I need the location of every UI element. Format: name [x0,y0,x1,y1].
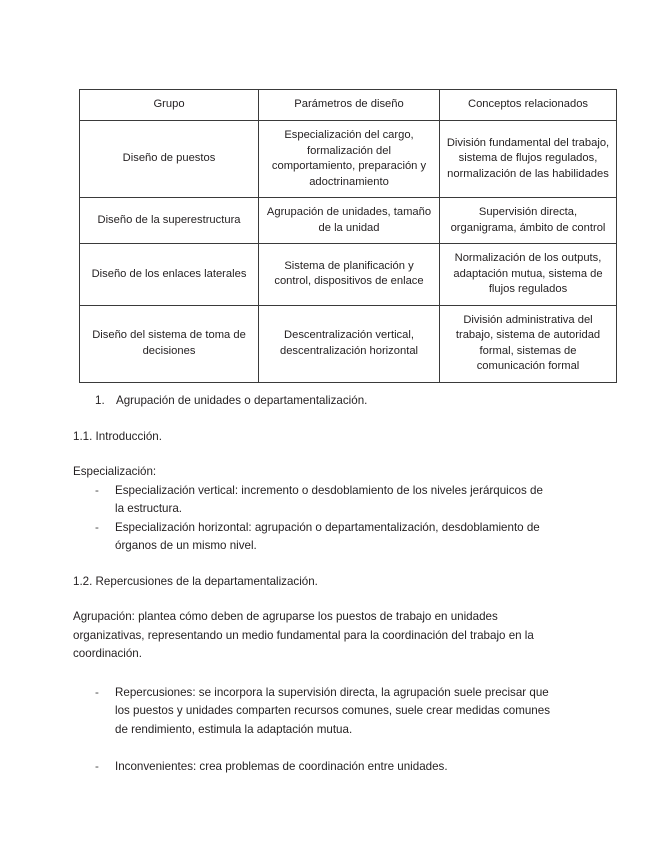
cell-grupo: Diseño de los enlaces laterales [80,244,259,306]
dash-bullet-icon: - [95,483,99,497]
list-item-text: Especialización vertical: incremento o desdoblamiento de los niveles jerárquicos de la estructura. [115,483,543,515]
design-parameters-table [79,89,617,383]
cell-conceptos: División fundamental del trabajo, sistema de flujos regulados, normalización de las habilidades [440,121,617,198]
list-item [95,684,559,740]
list-item-text: Inconvenientes: crea problemas de coordinación entre unidades. [115,760,448,773]
table-body [80,121,617,383]
repercusiones-list [73,684,559,777]
spacer [73,556,559,573]
section-1-title: Agrupación de unidades o departamentalización. [116,394,368,407]
table-row [80,305,617,382]
agrupacion-paragraph: Agrupación: plantea cómo deben de agruparse los puestos de trabajo en unidades organizativas, representando un medio fundamental para la coordinación del trabajo en la coordinación. [73,610,534,660]
cell-parametros: Sistema de planificación y control, dispositivos de enlace [259,244,440,306]
spacer [73,411,559,428]
cell-conceptos: Normalización de los outputs, adaptación mutua, sistema de flujos regulados [440,244,617,306]
cell-grupo: Diseño del sistema de toma de decisiones [80,305,259,382]
list-item [95,482,559,519]
table-header [80,90,617,121]
especializacion-list [73,482,559,556]
spacer [73,446,559,463]
column-header-conceptos: Conceptos relacionados [440,90,617,121]
table-header-row [80,90,617,121]
cell-grupo: Diseño de puestos [80,121,259,198]
section-1-1-heading: 1.1. Introducción. [73,429,162,443]
cell-conceptos: Supervisión directa, organigrama, ámbito de control [440,198,617,244]
table-row [80,198,617,244]
table-row [80,121,617,198]
cell-conceptos: División administrativa del trabajo, sistema de autoridad formal, sistemas de comunicación formal [440,305,617,382]
numbered-item-1 [95,392,559,411]
dash-bullet-icon: - [95,520,99,534]
design-parameters-table-container [79,89,610,383]
spacer [73,591,559,608]
list-number-marker: 1. [95,394,105,407]
cell-parametros: Agrupación de unidades, tamaño de la unidad [259,198,440,244]
list-item [95,519,559,556]
column-header-parametros: Parámetros de diseño [259,90,440,121]
list-item-text: Repercusiones: se incorpora la supervisión directa, la agrupación suele precisar que los puestos y unidades comparten recursos comunes, suele crear medidas comunes de rendimiento, estimula la adaptación mutua. [115,685,550,736]
cell-parametros: Especialización del cargo, formalización del comportamiento, preparación y adoctrinamiento [259,121,440,198]
column-header-grupo: Grupo [80,90,259,121]
list-item [95,758,559,777]
spacer [73,664,559,684]
document-body [73,392,559,777]
cell-parametros: Descentralización vertical, descentralización horizontal [259,305,440,382]
section-1-2-heading: 1.2. Repercusiones de la departamentalización. [73,574,318,588]
especializacion-label: Especialización: [73,465,157,478]
dash-bullet-icon: - [95,760,99,773]
table-row [80,244,617,306]
cell-grupo: Diseño de la superestructura [80,198,259,244]
dash-bullet-icon: - [95,685,99,699]
list-item-text: Especialización horizontal: agrupación o departamentalización, desdoblamiento de órganos de un mismo nivel. [115,520,540,552]
